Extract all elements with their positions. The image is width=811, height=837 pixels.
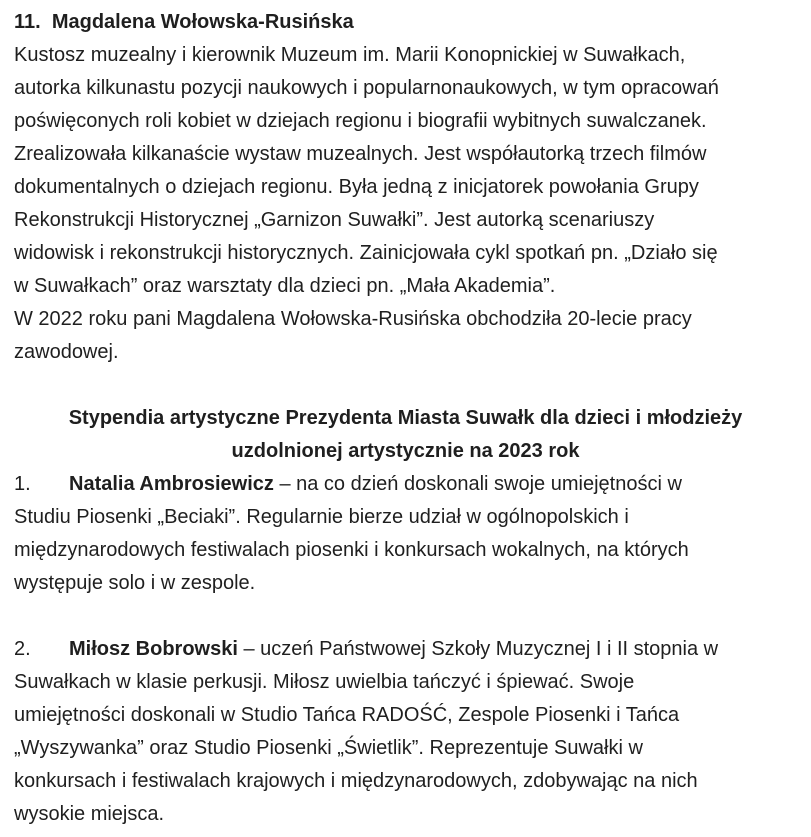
laureate-bio-line: poświęconych roli kobiet w dziejach regionu i biografii wybitnych suwalczanek.: [14, 110, 707, 132]
item-number: 2.: [14, 638, 31, 660]
item-line: występuje solo i w zespole.: [14, 572, 256, 594]
laureate-bio-line: w Suwałkach” oraz warsztaty dla dzieci pn. „Mała Akademia”.: [14, 275, 556, 297]
laureate-bio-line: autorka kilkunastu pozycji naukowych i popularnonaukowych, w tym opracowań: [14, 77, 719, 99]
laureate-bio-line: widowisk i rekonstrukcji historycznych. Zainicjowała cykl spotkań pn. „Działo się: [14, 242, 718, 264]
item-text: – uczeń Państwowej Szkoły Muzycznej I i II stopnia w: [237, 638, 719, 660]
item-name: Miłosz Bobrowski: [69, 638, 238, 660]
item-line: „Wyszywanka” oraz Studio Piosenki „Świetlik”. Reprezentuje Suwałki w: [14, 737, 643, 759]
laureate-section: [14, 6, 797, 369]
scholarship-section: [14, 402, 797, 831]
item-line: Suwałkach w klasie perkusji. Miłosz uwielbia tańczyć i śpiewać. Swoje: [14, 671, 635, 693]
item-name: Natalia Ambrosiewicz: [69, 473, 274, 495]
scholarship-item-first-line: [14, 633, 797, 666]
laureate-bio-line: Rekonstrukcji Historycznej „Garnizon Suwałki”. Jest autorką scenariuszy: [14, 209, 655, 231]
spacer: [14, 600, 797, 633]
spacer: [14, 369, 797, 402]
scholarship-item: [14, 633, 797, 831]
item-line: wysokie miejsca.: [14, 803, 165, 825]
laureate-heading: [14, 6, 797, 39]
scholarship-title-line: Stypendia artystyczne Prezydenta Miasta Suwałk dla dzieci i młodzieży: [68, 407, 743, 429]
laureate-bio-line: zawodowej.: [14, 341, 119, 363]
item-line: umiejętności doskonali w Studio Tańca RADOŚĆ, Zespole Piosenki i Tańca: [14, 704, 680, 726]
item-text: – na co dzień doskonali swoje umiejętności w: [273, 473, 682, 495]
laureate-bio-line: Kustosz muzealny i kierownik Muzeum im. Marii Konopnickiej w Suwałkach,: [14, 44, 686, 66]
item-line: Studiu Piosenki „Beciaki”. Regularnie bierze udział w ogólnopolskich i: [14, 506, 629, 528]
laureate-bio-line: Zrealizowała kilkanaście wystaw muzealnych. Jest współautorką trzech filmów: [14, 143, 707, 165]
scholarship-item-first-line: [14, 468, 797, 501]
scholarship-item: [14, 468, 797, 600]
laureate-bio-line: dokumentalnych o dziejach regionu. Była jedną z inicjatorek powołania Grupy: [14, 176, 699, 198]
scholarship-title-line: uzdolnionej artystycznie na 2023 rok: [231, 440, 580, 462]
item-line: konkursach i festiwalach krajowych i międzynarodowych, zdobywając na nich: [14, 770, 698, 792]
laureate-number: 11.: [14, 11, 41, 33]
laureate-bio-line: W 2022 roku pani Magdalena Wołowska-Rusińska obchodziła 20-lecie pracy: [14, 308, 692, 330]
item-line: międzynarodowych festiwalach piosenki i konkursach wokalnych, na których: [14, 539, 689, 561]
item-number: 1.: [14, 473, 31, 495]
laureate-name: Magdalena Wołowska-Rusińska: [51, 11, 354, 33]
